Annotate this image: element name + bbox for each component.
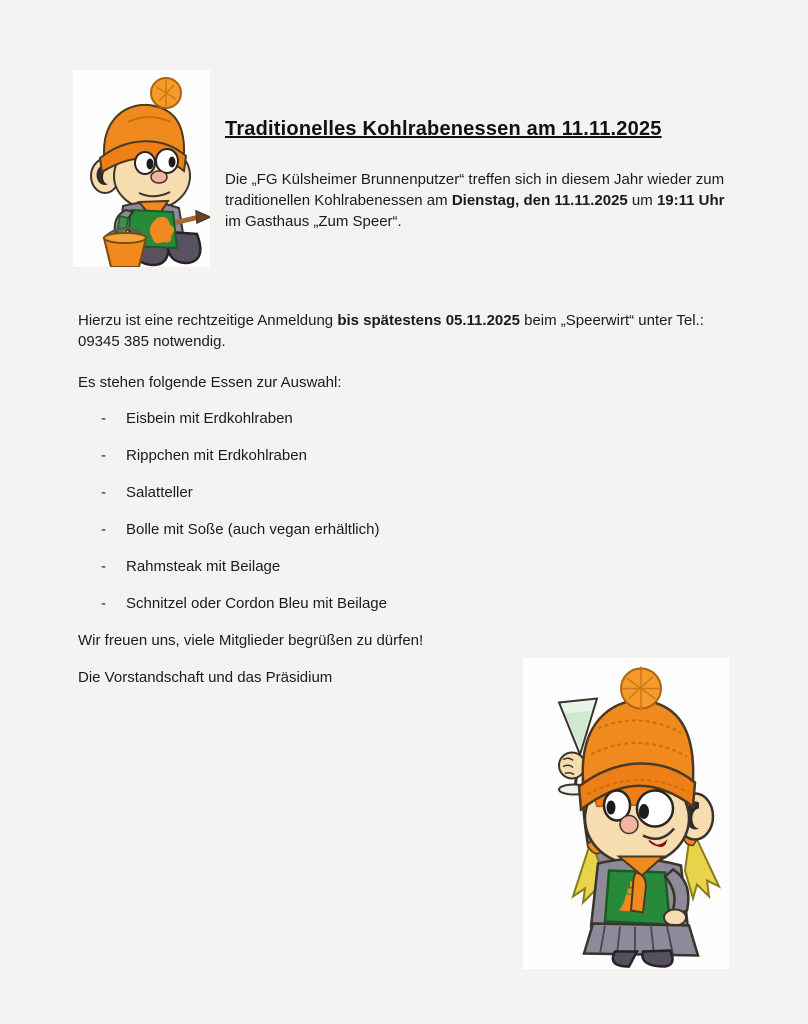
menu-item-label: Rippchen mit Erdkohlraben — [126, 447, 307, 464]
list-item — [78, 482, 736, 503]
registration-text: beim „Speerwirt“ unter Tel.: 09345 385 notwendig. — [78, 312, 704, 350]
list-item — [78, 445, 736, 466]
menu-intro: Es stehen folgende Essen zur Auswahl: — [78, 374, 342, 391]
intro-date-bold: Dienstag, den 11.11.2025 — [451, 192, 628, 209]
dash-bullet: - — [101, 595, 106, 612]
dash-bullet: - — [101, 558, 106, 575]
closing-line-welcome: Wir freuen uns, viele Mitglieder begrüßen zu dürfen! — [78, 632, 424, 649]
intro-paragraph — [225, 169, 742, 232]
dash-bullet: - — [101, 447, 106, 464]
boy-cartoon-icon — [73, 70, 210, 267]
menu-item-label: Bolle mit Soße (auch vegan erhältlich) — [126, 521, 380, 538]
dash-bullet: - — [101, 410, 106, 427]
registration-deadline-bold: bis spätestens 05.11.2025 — [337, 312, 520, 329]
dash-bullet: - — [101, 484, 106, 501]
intro-text: im Gasthaus „Zum Speer“. — [225, 213, 402, 230]
menu-item-label: Salatteller — [126, 484, 193, 501]
closing-line-signature: Die Vorstandschaft und das Präsidium — [78, 669, 333, 686]
girl-cartoon-image — [523, 658, 729, 969]
intro-text: Die „FG Külsheimer Brunnenputzer“ treffen sich in diesem Jahr wieder zum traditionellen Kohlrabenessen am — [225, 171, 725, 209]
dash-bullet: - — [101, 521, 106, 538]
menu-item-label: Eisbein mit Erdkohlraben — [126, 410, 293, 427]
list-item — [78, 519, 736, 540]
registration-text: Hierzu ist eine rechtzeitige Anmeldung — [78, 312, 338, 329]
header-block — [225, 116, 742, 232]
registration-paragraph — [78, 310, 736, 352]
body-block — [78, 310, 736, 688]
list-item — [78, 593, 736, 614]
menu-item-label: Rahmsteak mit Beilage — [126, 558, 281, 575]
menu-list — [78, 408, 736, 614]
girl-cartoon-icon — [523, 658, 729, 969]
menu-item-label: Schnitzel oder Cordon Bleu mit Beilage — [126, 595, 387, 612]
boy-cartoon-image — [73, 70, 210, 267]
list-item — [78, 408, 736, 429]
intro-time-bold: 19:11 Uhr — [656, 192, 725, 209]
page-title: Traditionelles Kohlrabenessen am 11.11.2025 — [225, 118, 662, 140]
list-item — [78, 556, 736, 577]
intro-text: um — [627, 192, 657, 209]
